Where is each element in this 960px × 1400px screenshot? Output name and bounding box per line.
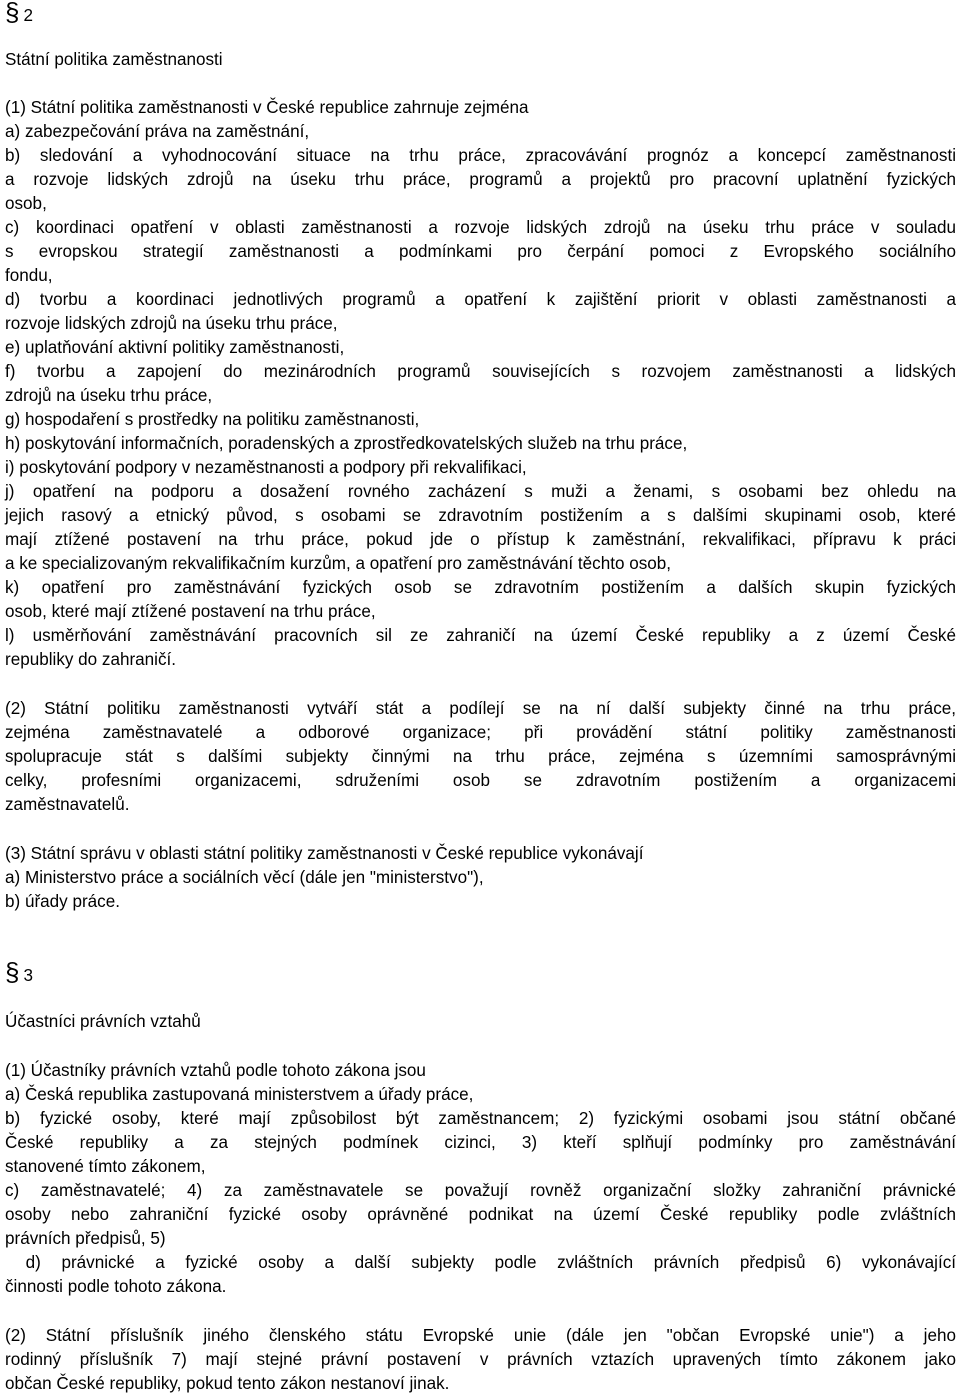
paragraph-line: s evropskou strategií zaměstnanosti a podmínkami pro čerpání pomoci z Evropského sociálního — [5, 242, 956, 261]
section-heading-3 — [5, 957, 33, 988]
paragraph-line: právních předpisů, 5) — [5, 1229, 166, 1248]
section-heading-2 — [5, 0, 33, 28]
paragraph-line: e) uplatňování aktivní politiky zaměstnanosti, — [5, 338, 345, 357]
paragraph-line: a) Ministerstvo práce a sociálních věcí (dále jen "ministerstvo"), — [5, 868, 484, 887]
paragraph-line: a rozvoje lidských zdrojů na úseku trhu práce, programů a projektů pro pracovní uplatnění fyzických — [5, 170, 956, 189]
paragraph-line: stanovené tímto zákonem, — [5, 1157, 206, 1176]
paragraph-line: (1) Účastníky právních vztahů podle tohoto zákona jsou — [5, 1061, 426, 1080]
paragraph-line: a ke specializovaným rekvalifikačním kurzům, a opatření pro zaměstnávání těchto osob, — [5, 554, 672, 573]
paragraph-line: j) opatření na podporu a dosažení rovného zacházení s muži a ženami, s osobami bez ohledu na — [5, 482, 956, 501]
paragraph-line: l) usměrňování zaměstnávání pracovních sil ze zahraničí na území České republiky a z území České — [5, 626, 956, 645]
paragraph-line: c) zaměstnavatelé; 4) za zaměstnavatele se považují rovněž organizační složky zahraniční právnické — [5, 1181, 956, 1200]
paragraph-line: g) hospodaření s prostředky na politiku zaměstnanosti, — [5, 410, 420, 429]
paragraph-line: rozvoje lidských zdrojů na úseku trhu práce, — [5, 314, 338, 333]
paragraph-line: a) Česká republika zastupovaná ministerstvem a úřady práce, — [5, 1085, 474, 1104]
paragraph-line: zdrojů na úseku trhu práce, — [5, 386, 213, 405]
paragraph-line: celky, profesními organizacemi, sdruženími osob se zdravotním postižením a organizacemi — [5, 771, 956, 790]
paragraph-line: d) právnické a fyzické osoby a další subjekty podle zvláštních právních předpisů 6) vykonávající — [5, 1253, 956, 1272]
paragraph-line: b) sledování a vyhodnocování situace na trhu práce, zpracovávání prognóz a koncepcí zaměstnanosti — [5, 146, 956, 165]
section-symbol: § — [5, 957, 20, 987]
paragraph-line: činnosti podle tohoto zákona. — [5, 1277, 227, 1296]
paragraph-line: rodinný příslušník 7) mají stejné právní postavení v právních vztazích upravených tímto zákonem jako — [5, 1350, 956, 1369]
paragraph-line: (3) Státní správu v oblasti státní politiky zaměstnanosti v České republice vykonávají — [5, 844, 644, 863]
paragraph-line: h) poskytování informačních, poradenských a zprostředkovatelských služeb na trhu práce, — [5, 434, 688, 453]
paragraph-line: občan České republiky, pokud tento zákon nestanoví jinak. — [5, 1374, 450, 1393]
section-title: Účastníci právních vztahů — [5, 1012, 201, 1031]
paragraph-line: osob, které mají ztížené postavení na trhu práce, — [5, 602, 376, 621]
paragraph-line: (2) Státní politiku zaměstnanosti vytváří stát a podílejí se na ní další subjekty činné na trhu práce, — [5, 699, 956, 718]
paragraph-line: mají ztížené postavení na trhu práce, pokud jde o přístup k zaměstnání, rekvalifikaci, přípravu k práci — [5, 530, 956, 549]
paragraph-line: i) poskytování podpory v nezaměstnanosti a podpory při rekvalifikaci, — [5, 458, 527, 477]
paragraph-line: b) fyzické osoby, které mají způsobilost být zaměstnancem; 2) fyzickými osobami jsou státní občané — [5, 1109, 956, 1128]
paragraph-line: k) opatření pro zaměstnávání fyzických osob se zdravotním postižením a dalších skupin fyzických — [5, 578, 956, 597]
paragraph-line: b) úřady práce. — [5, 892, 120, 911]
paragraph-line: jejich rasový a etnický původ, s osobami se zdravotním postižením a s dalšími skupinami osob, které — [5, 506, 956, 525]
paragraph-line: (1) Státní politika zaměstnanosti v České republice zahrnuje zejména — [5, 98, 529, 117]
section-number: 2 — [23, 6, 33, 25]
paragraph-line: republiky do zahraničí. — [5, 650, 177, 669]
paragraph-line: fondu, — [5, 266, 53, 285]
paragraph-line: zaměstnavatelů. — [5, 795, 130, 814]
paragraph-line: spolupracuje stát s dalšími subjekty činnými na trhu práce, zejména s územními samosprávnými — [5, 747, 956, 766]
paragraph-line: d) tvorbu a koordinaci jednotlivých programů a opatření k zajištění priorit v oblasti zaměstnanosti a — [5, 290, 956, 309]
paragraph-line: zejména zaměstnavatelé a odborové organizace; při provádění státní politiky zaměstnanosti — [5, 723, 956, 742]
paragraph-line: c) koordinaci opatření v oblasti zaměstnanosti a rozvoje lidských zdrojů na úseku trhu práce v souladu — [5, 218, 956, 237]
paragraph-line: osob, — [5, 194, 47, 213]
paragraph-line: (2) Státní příslušník jiného členského státu Evropské unie (dále jen "občan Evropské unie") a jeho — [5, 1326, 956, 1345]
paragraph-line: osoby nebo zahraniční fyzické osoby oprávněné podnikat na území České republiky podle zvláštních — [5, 1205, 956, 1224]
section-title: Státní politika zaměstnanosti — [5, 50, 223, 69]
paragraph-line: a) zabezpečování práva na zaměstnání, — [5, 122, 310, 141]
paragraph-line: f) tvorbu a zapojení do mezinárodních programů souvisejících s rozvojem zaměstnanosti a lidských — [5, 362, 956, 381]
section-symbol: § — [5, 0, 20, 27]
paragraph-line: České republiky a za stejných podmínek cizinci, 3) kteří splňují podmínky pro zaměstnávání — [5, 1133, 956, 1152]
section-number: 3 — [23, 966, 33, 985]
